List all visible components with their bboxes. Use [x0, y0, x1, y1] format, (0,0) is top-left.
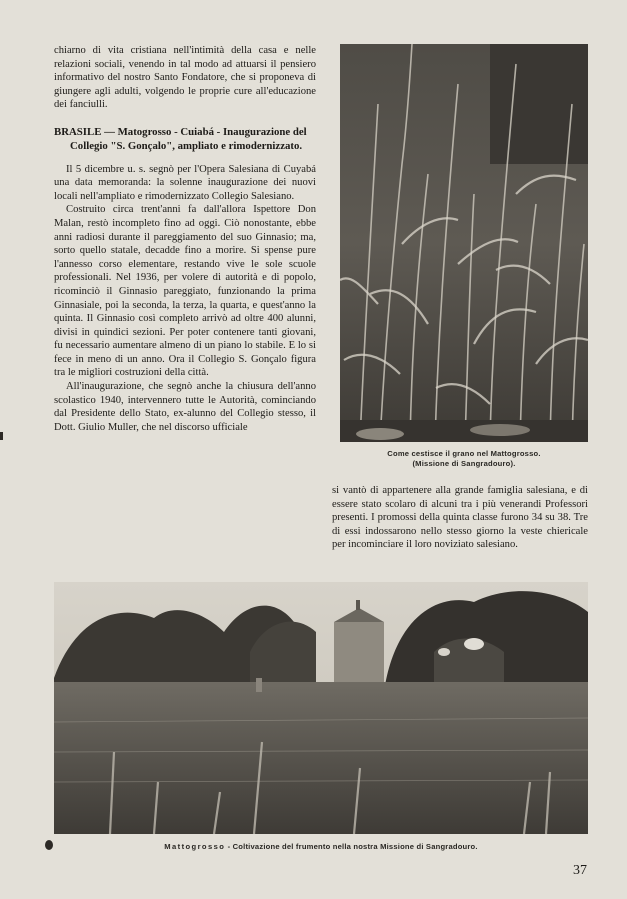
intro-paragraph: chiarno di vita cristiana nell'intimità della casa e nelle relazioni sociali, venendo in tal modo ad attuarsi il pensiero informativo del nostro Santo Fondatore, che si proponeva di giungere agli adulti, volgendo le proprie cure all'educazione dei fanciulli. — [54, 45, 316, 111]
page-number: 37 — [573, 863, 587, 878]
top-caption-line-2: (Missione di Sangradouro). — [412, 459, 516, 468]
wheat-closeup-image — [340, 44, 588, 442]
left-text-column — [54, 44, 316, 434]
paragraph-3: All'inaugurazione, che segnò anche la chiusura dell'anno scolastico 1940, intervennero tutte le Autorità, cominciando dal Presidente dello Stato, ex-alunno del Collegio stesso, il Dott. Giulio Muller, che nel discorso ufficiale — [54, 381, 316, 433]
wheat-field-photo — [54, 582, 588, 834]
section-heading: BRASILE — Matogrosso - Cuiabá - Inaugurazione del Collegio "S. Gonçalo", ampliato e rimodernizzato. — [54, 125, 307, 152]
top-photo-caption — [340, 449, 588, 469]
paragraph-1: Il 5 dicembre u. s. segnò per l'Opera Salesiana di Cuyabá una data memoranda: la solenne inaugurazione dei nuovi locali nell'ampliato e rimodernizzato Collegio Salesiano. — [54, 163, 316, 202]
top-caption-line-1: Come cestisce il grano nel Mattogrosso. — [387, 449, 541, 458]
wheat-closeup-photo — [340, 44, 588, 442]
bottom-caption-place: Mattogrosso — [164, 842, 226, 851]
right-text-column — [332, 484, 588, 552]
paragraph-2: Costruito circa trent'anni fa dall'allora Ispettore Don Malan, restò incompleto fino ad oggi. Ciò nonostante, ebbe anni radiosi durante il pareggiamento del suo Ginnasio; ma, sorto quello statale, decadde fino a morire. Si spense pure l'annesso corso elementare, restando vive le sole scuole professionali. Nel 1936, per volere di autorità e di popolo, ricominciò il Ginnasio pareggiato, funzionando la prima Ginnasiale, poi la seconda, la terza, la quarta, e quest'anno la quinta. Il Ginnasio così completo arrivò ad oltre 400 alunni, divisi in quindici sezioni. Per poter contenere tanti giovani, fu necessario aumentare almeno di un piano lo stabile. E lo si fece in meno di un anno. Ora il Collegio S. Gonçalo figura tra le migliori costruzioni della città. — [54, 204, 316, 379]
wheat-field-image — [54, 582, 588, 834]
ink-dot — [45, 840, 53, 850]
bottom-photo-caption — [54, 842, 588, 852]
continuation-paragraph: si vantò di appartenere alla grande famiglia salesiana, e di essere stato scolaro di alcuni tra i più venerandi Professori presenti. I promossi della quinta classe furono 34 su 38. Tre di essi indossarono nello stesso giorno la veste chiericale per incominciare il loro noviziato salesiano. — [332, 485, 588, 551]
bottom-caption-text: - Coltivazione del frumento nella nostra Missione di Sangradouro. — [225, 842, 478, 851]
edge-mark — [0, 432, 3, 440]
